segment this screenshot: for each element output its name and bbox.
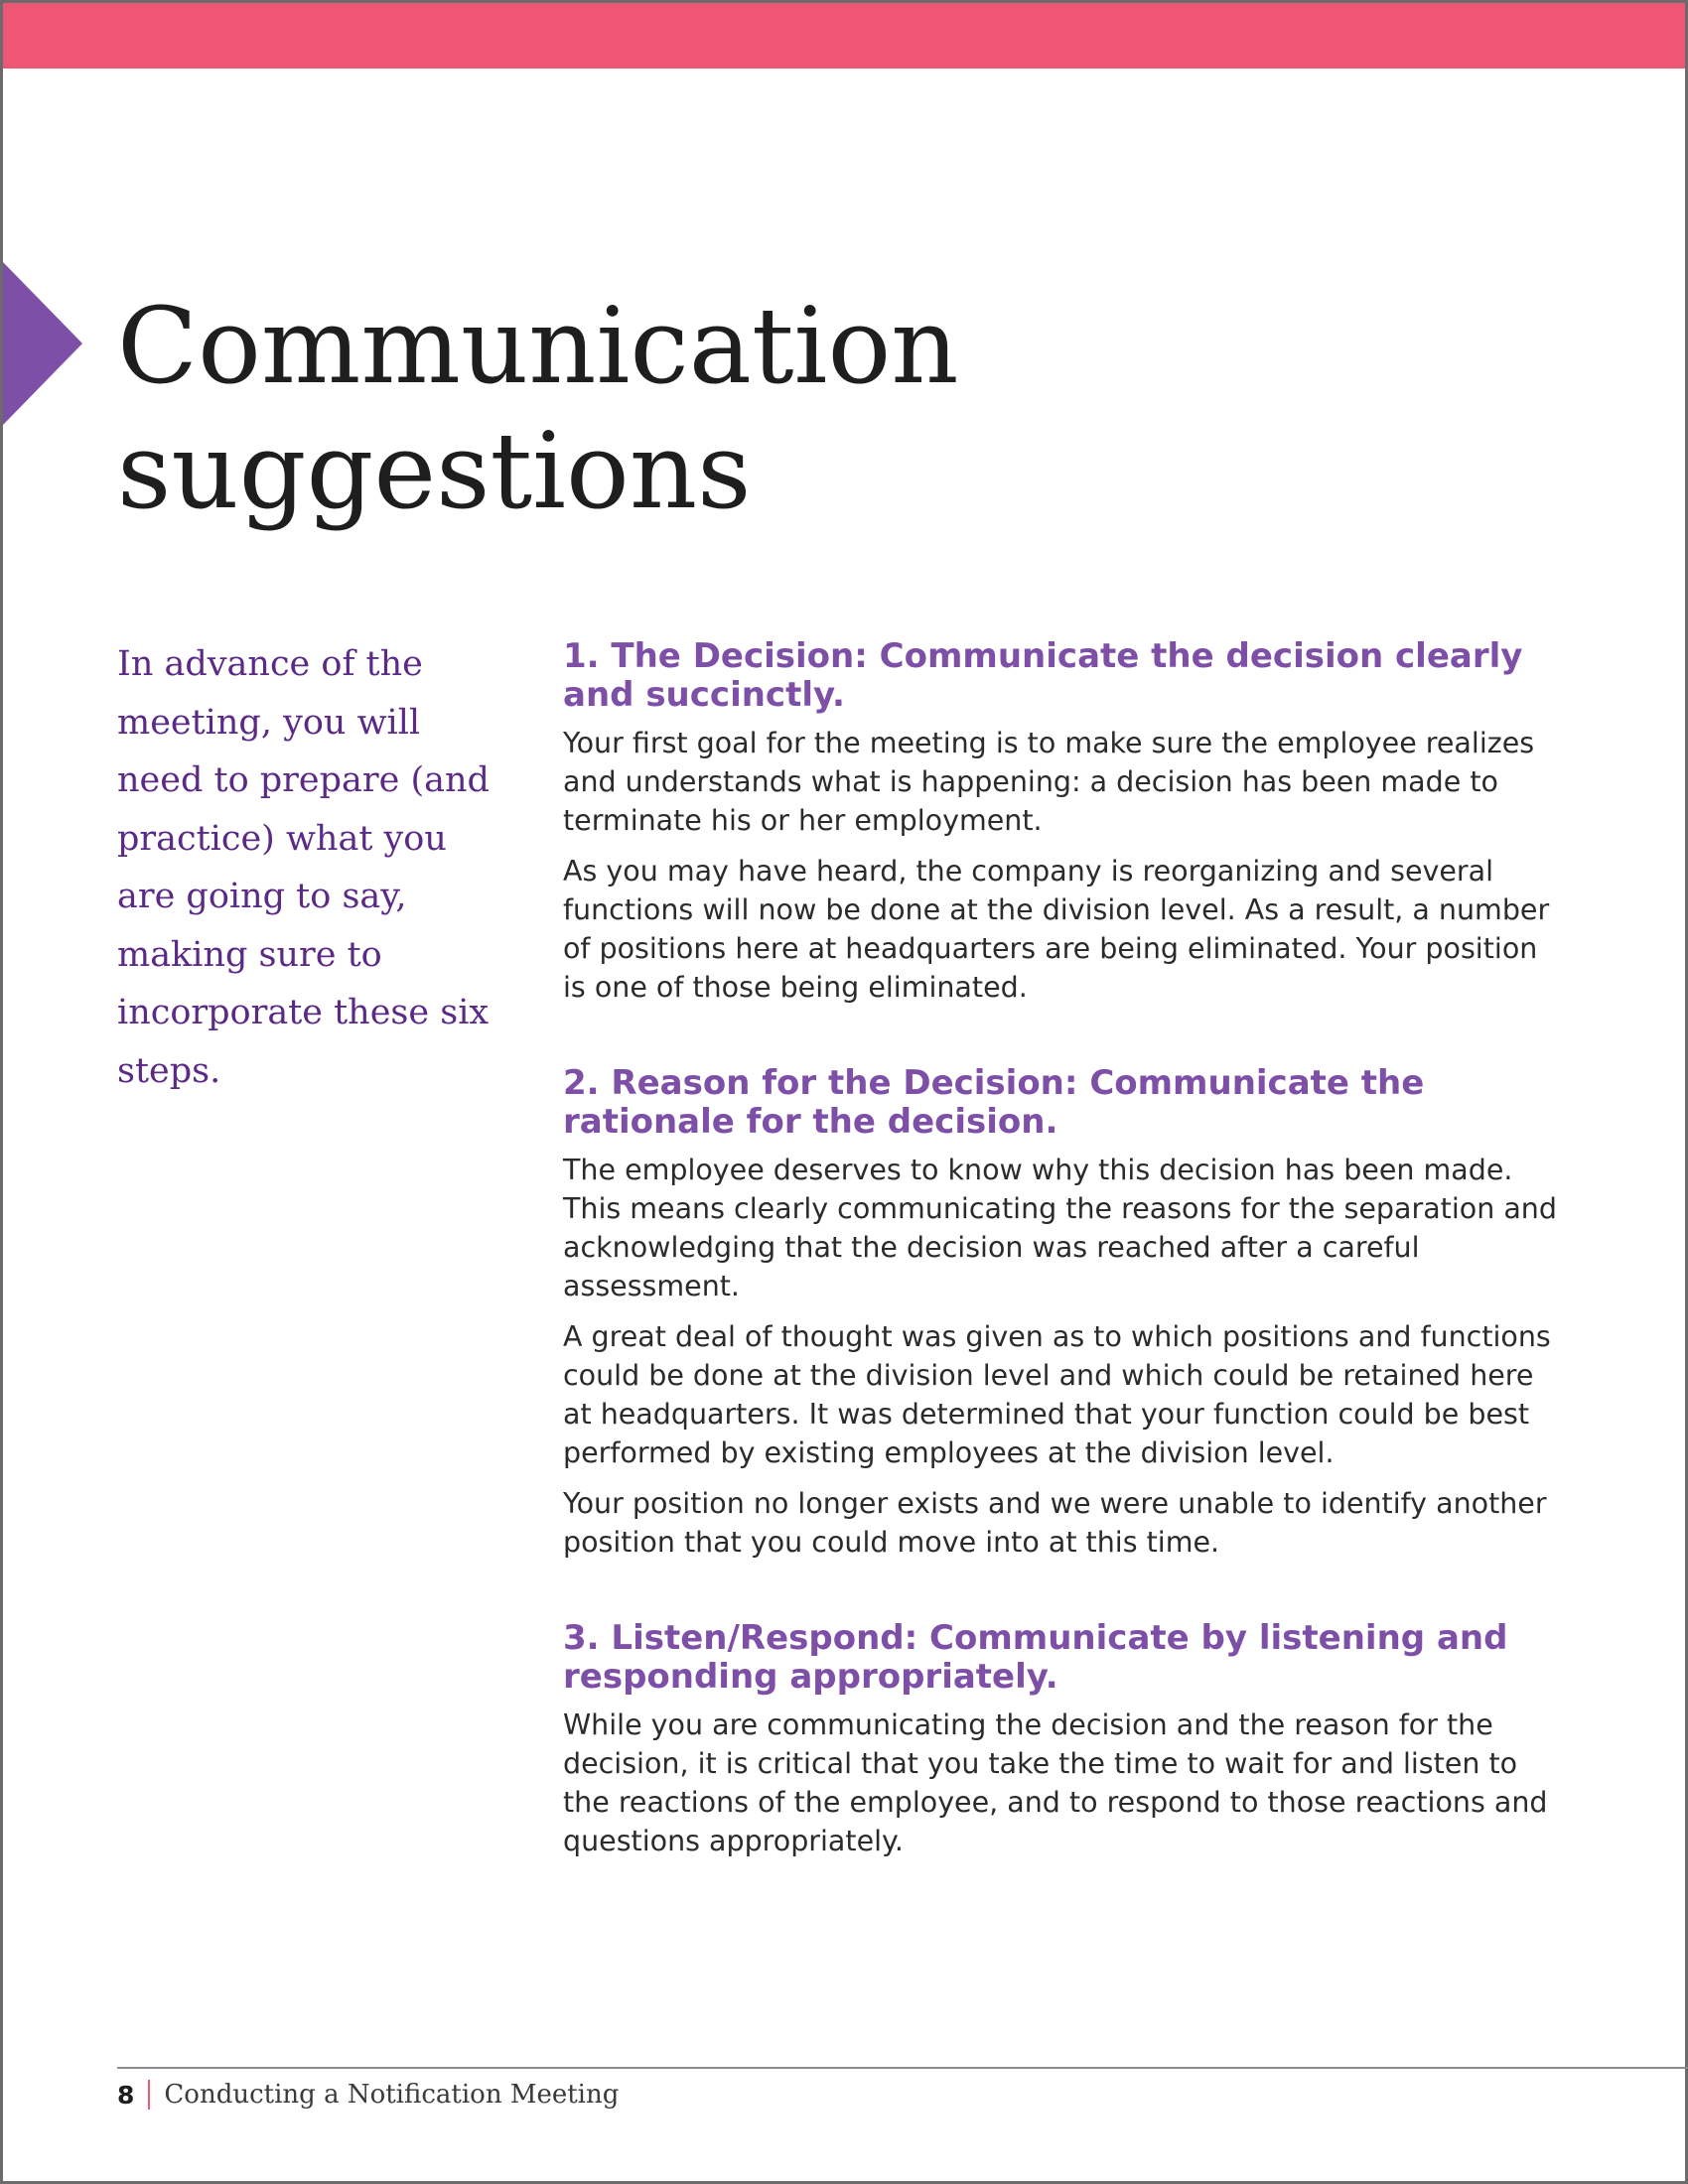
step-paragraph: While you are communicating the decision and the reason for the decision, it is critical that you take the time to wait for and listen to the reactions of the employee, and to respond to those reactions and questions appropriately. [563, 1708, 1548, 1857]
step-paragraph: A great deal of thought was given as to which positions and functions could be done at the division level and which could be retained here at headquarters. It was determined that your function could be best performed by existing employees at the division level. [563, 1320, 1551, 1469]
footer-rule [117, 2067, 1688, 2069]
step-paragraph: The employee deserves to know why this decision has been made. This means clearly communicating the reasons for the separation and acknowledging that the decision was reached after a careful assessment. [563, 1154, 1557, 1302]
top-color-band [3, 3, 1685, 68]
step-heading: 2. Reason for the Decision: Communicate the rationale for the decision. [563, 1063, 1425, 1142]
step-heading: 3. Listen/Respond: Communicate by listening and responding appropriately. [563, 1618, 1508, 1697]
step-2 [563, 1064, 1566, 1562]
page-title [117, 284, 1209, 534]
step-3 [563, 1619, 1566, 1860]
page-footer [117, 2075, 619, 2115]
step-paragraph: Your first goal for the meeting is to make sure the employee realizes and understands what is happening: a decision has been made to terminate his or her employment. [563, 727, 1535, 837]
page-number: 8 [117, 2080, 135, 2110]
step-1 [563, 637, 1566, 1007]
step-paragraph: Your position no longer exists and we were unable to identify another position that you could move into at this time. [563, 1487, 1547, 1559]
steps-column [563, 637, 1566, 1918]
footer-divider [148, 2080, 150, 2110]
step-paragraph: As you may have heard, the company is reorganizing and several functions will now be done at the division level. As a result, a number of positions here at headquarters are being eliminated. Your position is one of those being eliminated. [563, 855, 1550, 1004]
arrow-marker-icon [3, 262, 82, 425]
page-title-line-1: Communication [117, 285, 959, 407]
intro-callout: In advance of the meeting, you will need to prepare (and practice) what you are going to say, making sure to incorporate these six steps. [117, 644, 490, 1091]
step-heading: 1. The Decision: Communicate the decision clearly and succinctly. [563, 636, 1523, 715]
footer-document-title: Conducting a Notification Meeting [164, 2080, 620, 2110]
page-title-line-2: suggestions [117, 410, 752, 532]
